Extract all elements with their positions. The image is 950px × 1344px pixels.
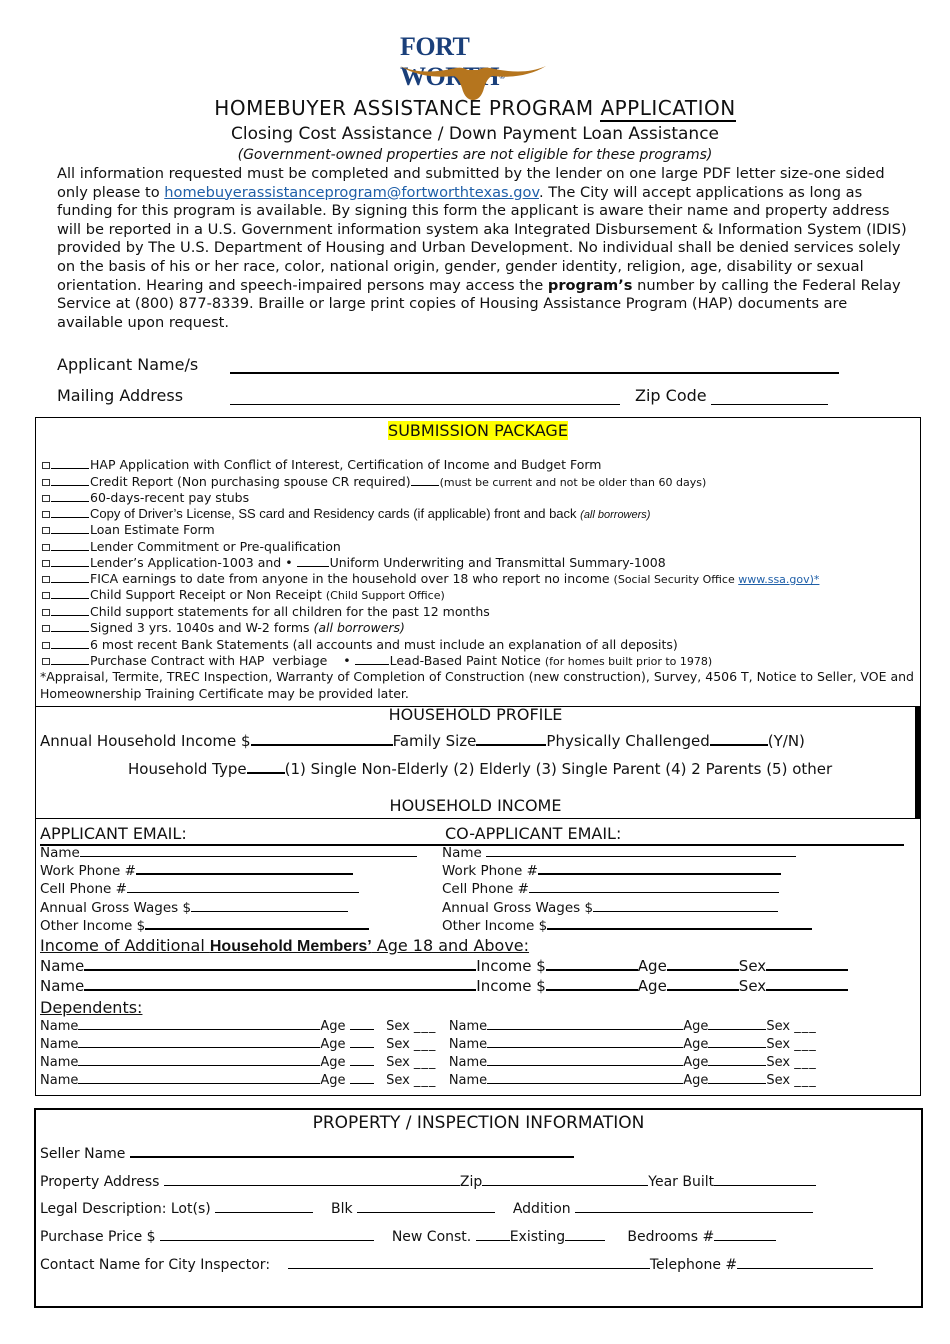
bedrooms-label: Bedrooms # — [627, 1229, 715, 1245]
coapplicant-cell-phone-label: Cell Phone # — [442, 881, 529, 897]
yn-label: (Y/N) — [767, 732, 805, 750]
checklist-item: 60-days-recent pay stubs — [42, 490, 249, 505]
checkbox[interactable] — [42, 560, 50, 567]
page-subtitle: Closing Cost Assistance / Down Payment Loan Assistance — [230, 124, 720, 144]
checklist-item: Copy of Driver’s License, SS card and Residency cards (if applicable) front and back (all borrowers) — [42, 506, 650, 521]
applicant-work-phone-label: Work Phone # — [40, 863, 136, 879]
new-const-input[interactable] — [476, 1240, 510, 1241]
coapplicant-work-phone-field[interactable] — [538, 873, 781, 875]
checklist-item: FICA earnings to date from anyone in the household over 18 who report no income (Social Security Office www.ssa.gov)* — [42, 571, 819, 586]
coapplicant-gross-wages-field[interactable] — [593, 911, 778, 912]
eligibility-note: (Government-owned properties are not eligible for these programs) — [237, 147, 713, 163]
seller-name-label: Seller Name — [40, 1146, 126, 1162]
household-profile-section — [35, 706, 921, 819]
addition-label: Addition — [512, 1201, 571, 1217]
annual-household-income-label: Annual Household Income $ — [40, 732, 251, 750]
checkbox[interactable] — [42, 479, 50, 486]
household-income-title: HOUSEHOLD INCOME — [389, 796, 562, 815]
applicant-email-label: APPLICANT EMAIL: — [40, 824, 187, 843]
telephone-input[interactable] — [737, 1268, 873, 1269]
household-type-input[interactable] — [247, 772, 285, 774]
checklist-item: 6 most recent Bank Statements (all accounts and must include an explanation of all deposits) — [42, 637, 678, 652]
dependent-row: Name Age Sex ___ Name Age Sex ___ — [40, 1055, 817, 1070]
contact-inspector-input[interactable] — [288, 1268, 650, 1269]
applicant-name-input[interactable] — [230, 372, 839, 374]
checkbox[interactable] — [42, 592, 50, 599]
property-address-label: Property Address — [40, 1174, 160, 1190]
checklist-item: Child support statements for all children for the past 12 months — [42, 604, 490, 619]
lots-label: Legal Description: Lot(s) — [40, 1201, 211, 1217]
ssa-link[interactable]: www.ssa.gov)* — [738, 573, 820, 586]
coapplicant-email-label: CO-APPLICANT EMAIL: — [445, 824, 622, 843]
checkbox[interactable] — [42, 609, 50, 616]
household-type-label: Household Type — [128, 760, 247, 778]
checklist-item: Signed 3 yrs. 1040s and W-2 forms (all borrowers) — [42, 620, 405, 635]
addition-input[interactable] — [575, 1212, 813, 1213]
existing-label: Existing — [509, 1229, 566, 1245]
applicant-name-field[interactable] — [80, 856, 417, 857]
checkbox[interactable] — [42, 658, 50, 665]
coapplicant-work-phone-label: Work Phone # — [442, 863, 538, 879]
property-title: PROPERTY / INSPECTION INFORMATION — [312, 1113, 645, 1133]
lots-input[interactable] — [215, 1212, 313, 1213]
fort-worth-logo — [398, 30, 558, 102]
submission-package-title: SUBMISSION PACKAGE — [388, 421, 568, 440]
coapplicant-cell-phone-field[interactable] — [529, 892, 779, 893]
coapplicant-other-income-label: Other Income $ — [442, 918, 548, 934]
intro-paragraph: All information requested must be completed and submitted by the lender on one large PDF letter size-one sided only please to homebuyerassistanceprogram@fortworthtexas.gov. The City will accept applications as long as funding for this program is available. By signing this form the applicant is aware their name and property address will be reported in a U.S. Government information system aka Integrated Disbursement & Information System (IDIS) provided by The U.S. Department of Housing and Urban Development. No individual shall be denied services solely on the basis of his or her race, color, national origin, gender, gender identity, religion, age, disability or sexual orientation. Hearing and speech-impaired persons may access the program’s number by calling the Federal Relay Service at (800) 877-8339. Braille or large print copies of Housing Assistance Program (HAP) documents are available upon request. — [57, 165, 907, 331]
existing-input[interactable] — [565, 1240, 605, 1241]
applicant-name-label: Name — [40, 845, 80, 861]
zip-label: Zip — [459, 1174, 483, 1190]
property-inspection-section — [34, 1108, 923, 1308]
checklist-item: Loan Estimate Form — [42, 522, 215, 537]
blk-label: Blk — [330, 1201, 353, 1217]
zip-code-label: Zip Code — [635, 386, 707, 405]
checklist-item: HAP Application with Conflict of Interest, Certification of Income and Budget Form — [42, 457, 601, 472]
applicant-name-label: Applicant Name/s — [57, 355, 199, 374]
purchase-price-input[interactable] — [160, 1240, 374, 1241]
household-profile-title: HOUSEHOLD PROFILE — [388, 705, 563, 724]
purchase-price-label: Purchase Price $ — [40, 1229, 156, 1245]
checklist-item: Lender Commitment or Pre-qualification — [42, 539, 341, 554]
bedrooms-input[interactable] — [714, 1240, 776, 1241]
new-const-label: New Const. — [391, 1229, 472, 1245]
checklist-item: Lender’s Application-1003 and • Uniform Underwriting and Transmittal Summary-1008 — [42, 555, 666, 570]
applicant-other-income-field[interactable] — [145, 928, 369, 930]
checkbox[interactable] — [42, 642, 50, 649]
physically-challenged-input[interactable] — [710, 744, 768, 746]
page-title: HOMEBUYER ASSISTANCE PROGRAM APPLICATION — [214, 96, 736, 120]
checkbox[interactable] — [42, 495, 50, 502]
zip-code-input[interactable] — [711, 404, 828, 405]
checkbox[interactable] — [42, 625, 50, 632]
household-type-options: (1) Single Non-Elderly (2) Elderly (3) Single Parent (4) 2 Parents (5) other — [284, 760, 833, 778]
property-address-input[interactable] — [164, 1185, 460, 1186]
telephone-label: Telephone # — [649, 1257, 738, 1273]
title-underlined: APPLICATION — [600, 96, 736, 120]
email-link[interactable]: homebuyerassistanceprogram@fortworthtexas.gov — [164, 183, 539, 201]
applicant-gross-wages-label: Annual Gross Wages $ — [40, 900, 192, 916]
family-size-label: Family Size — [392, 732, 477, 750]
physically-challenged-label: Physically Challenged — [546, 732, 710, 750]
contact-inspector-label: Contact Name for City Inspector: — [40, 1257, 271, 1273]
dependent-row: Name Age Sex ___ Name Age Sex ___ — [40, 1073, 817, 1088]
applicant-work-phone-field[interactable] — [136, 873, 353, 875]
annual-household-income-input[interactable] — [251, 744, 393, 746]
checkbox[interactable] — [42, 527, 50, 534]
year-built-label: Year Built — [648, 1174, 715, 1190]
dependent-row: Name Age Sex ___ Name Age Sex ___ — [40, 1037, 817, 1052]
dependents-title: Dependents: — [40, 998, 143, 1017]
year-built-input[interactable] — [714, 1185, 816, 1186]
applicant-other-income-label: Other Income $ — [40, 918, 146, 934]
submission-package-section — [35, 417, 921, 707]
checklist-item: Credit Report (Non purchasing spouse CR required) (must be current and not be older than 60 days) — [42, 474, 706, 489]
checkbox[interactable] — [42, 511, 50, 518]
household-income-section — [35, 818, 921, 1096]
coapplicant-name-field[interactable] — [486, 856, 796, 857]
applicant-cell-phone-field[interactable] — [127, 892, 359, 893]
dependent-row: Name Age Sex ___ Name Age Sex ___ — [40, 1019, 817, 1034]
coapplicant-other-income-field[interactable] — [547, 928, 812, 930]
checkbox[interactable] — [42, 576, 50, 583]
additional-member-row: Name Income $ Age Sex — [40, 977, 848, 995]
checklist-item: Purchase Contract with HAP verbiage • Lead-Based Paint Notice (for homes built prior to 1978) — [42, 653, 712, 668]
additional-member-row: Name Income $ Age Sex — [40, 957, 848, 975]
mailing-address-input[interactable] — [230, 404, 620, 405]
family-size-input[interactable] — [476, 744, 546, 746]
mailing-address-label: Mailing Address — [57, 386, 184, 405]
coapplicant-name-label: Name — [442, 845, 482, 861]
applicant-gross-wages-field[interactable] — [191, 911, 348, 912]
applicant-cell-phone-label: Cell Phone # — [40, 881, 127, 897]
blk-input[interactable] — [357, 1212, 495, 1213]
coapplicant-gross-wages-label: Annual Gross Wages $ — [442, 900, 594, 916]
submission-footnote: *Appraisal, Termite, TREC Inspection, Warranty of Completion of Construction (new construction), Survey, 4506 T, Notice to Seller, VOE and Homeownership Training Certificate may be provided later. — [40, 669, 914, 701]
additional-members-title: Income of Additional Household Members’ Age 18 and Above: — [40, 936, 530, 955]
checkbox[interactable] — [42, 462, 50, 469]
checklist-item: Child Support Receipt or Non Receipt (Child Support Office) — [42, 587, 445, 602]
zip-input[interactable] — [482, 1185, 648, 1186]
logo-text: FORT WORTH — [400, 32, 500, 91]
seller-name-input[interactable] — [130, 1156, 574, 1158]
checkbox[interactable] — [42, 544, 50, 551]
